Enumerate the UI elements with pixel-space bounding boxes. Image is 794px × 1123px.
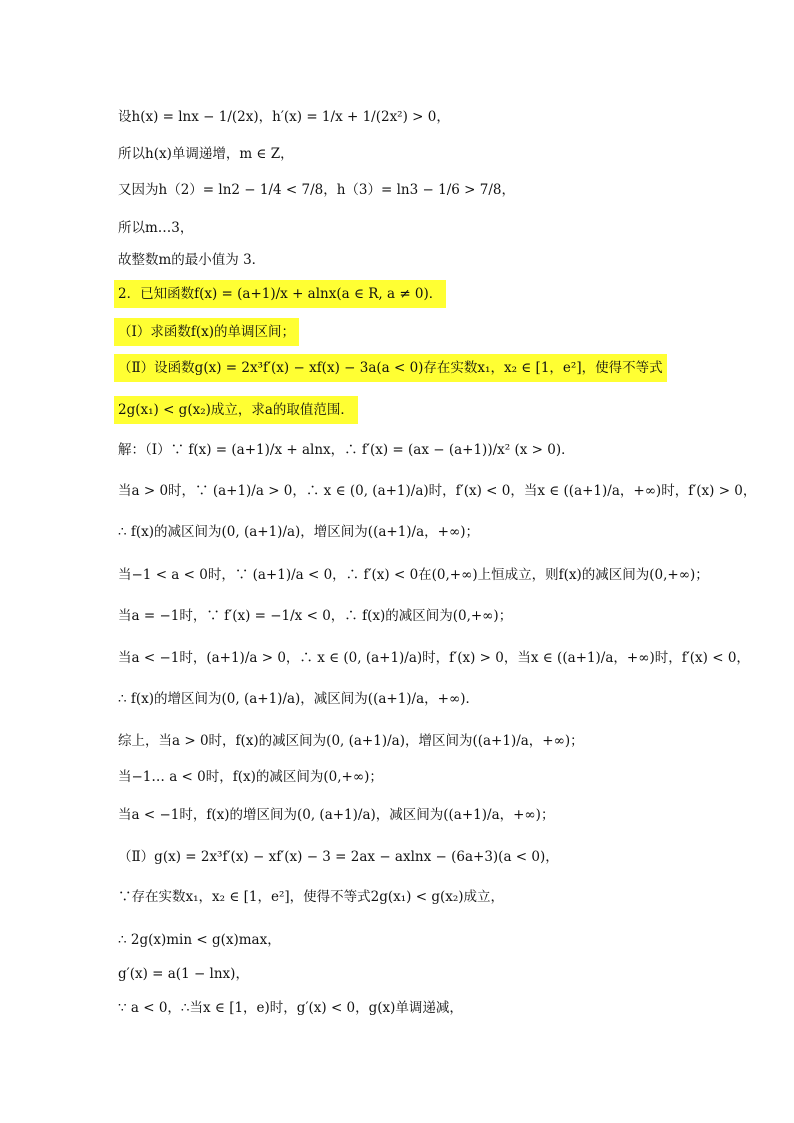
solution-line: 当−1 < a < 0时，∵ (a+1)/a < 0，∴ f′(x) < 0在(0,+∞)上恒成立，则f(x)的减区间为(0,+∞)；	[118, 567, 709, 583]
text-line: 所以h(x)单调递增，m ∈ Z，	[118, 146, 294, 162]
text-line: 所以m…3，	[118, 220, 194, 236]
text-line: 设h(x) = lnx − 1/(2x)，h′(x) = 1/x + 1/(2x²) > 0，	[118, 109, 450, 125]
solution-line: 综上，当a > 0时，f(x)的减区间为(0, (a+1)/a)，增区间为((a+1)/a，+∞)；	[118, 733, 584, 749]
problem-statement	[118, 284, 446, 304]
solution-line: ∴ f(x)的减区间为(0, (a+1)/a)，增区间为((a+1)/a，+∞)；	[118, 524, 479, 540]
solution-line: ∴ f(x)的增区间为(0, (a+1)/a)，减区间为((a+1)/a，+∞)．	[118, 691, 479, 707]
solution-line: g′(x) = a(1 − lnx)，	[118, 966, 249, 982]
highlighted-text: 2．已知函数f(x) = (a+1)/x + alnx(a ∈ R, a ≠ 0)．	[114, 280, 446, 308]
solution-line: 当a < −1时，f(x)的增区间为(0, (a+1)/a)，减区间为((a+1)/a，+∞)；	[118, 807, 555, 823]
solution-line: 当a > 0时，∵ (a+1)/a > 0，∴ x ∈ (0, (a+1)/a)时，f′(x) < 0，当x ∈ ((a+1)/a，+∞)时，f′(x) > 0，	[118, 483, 757, 499]
highlighted-text: 2g(x₁) < g(x₂)成立，求a的取值范围．	[114, 396, 358, 424]
solution-line: 解：（Ⅰ）∵ f(x) = (a+1)/x + alnx，∴ f′(x) = (ax − (a+1))/x² (x > 0)．	[118, 442, 575, 458]
text-line: 又因为h（2）= ln2 − 1/4 < 7/8，h（3）= ln3 − 1/6 > 7/8，	[118, 182, 515, 198]
highlighted-text: （Ⅱ）设函数g(x) = 2x³f′(x) − xf(x) − 3a(a < 0)存在实数x₁，x₂ ∈ [1，e²]，使得不等式	[114, 354, 667, 382]
solution-line: 当−1… a < 0时，f(x)的减区间为(0,+∞)；	[118, 769, 383, 785]
solution-line: 当a = −1时，∵ f′(x) = −1/x < 0，∴ f(x)的减区间为(0,+∞)；	[118, 608, 513, 624]
problem-part-2	[118, 358, 667, 378]
solution-line: ∴ 2g(x)min < g(x)max，	[118, 932, 281, 948]
solution-line: ∵存在实数x₁，x₂ ∈ [1，e²]，使得不等式2g(x₁) < g(x₂)成立，	[118, 889, 505, 905]
highlighted-text: （Ⅰ）求函数f(x)的单调区间；	[114, 318, 299, 346]
problem-part-2-cont	[118, 400, 358, 420]
text-line: 故整数m的最小值为 3．	[118, 252, 266, 268]
solution-line: 当a < −1时，(a+1)/a > 0，∴ x ∈ (0, (a+1)/a)时，f′(x) > 0，当x ∈ ((a+1)/a，+∞)时，f′(x) < 0，	[118, 650, 750, 666]
solution-line: （Ⅱ）g(x) = 2x³f′(x) − xf′(x) − 3 = 2ax − axlnx − (6a+3)(a < 0)，	[118, 849, 559, 865]
problem-part-1	[118, 322, 299, 342]
solution-line: ∵ a < 0，∴当x ∈ [1，e)时，g′(x) < 0，g(x)单调递减，	[118, 1000, 463, 1016]
